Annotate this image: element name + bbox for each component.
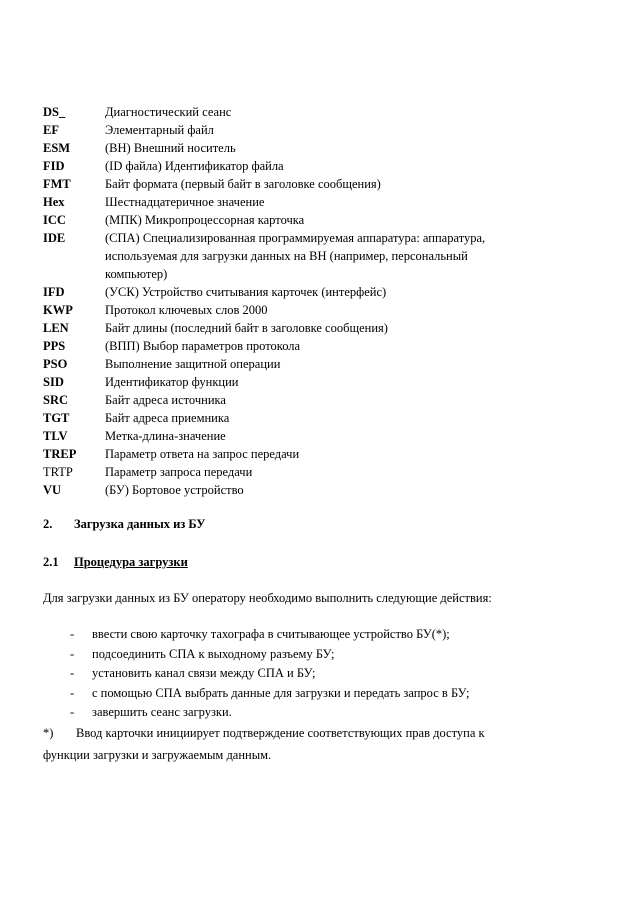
list-bullet: - — [70, 685, 75, 700]
list-item — [70, 684, 590, 702]
list-bullet: - — [70, 705, 75, 719]
abbreviation-row — [43, 445, 603, 463]
list-item-text: установить канал связи между СПА и БУ; — [92, 666, 316, 680]
abbreviation-definition: Байт длины (последний байт в заголовке сообщения) — [105, 321, 388, 335]
abbreviation-row — [43, 229, 603, 283]
abbreviation-definition: Метка-длина-значение — [105, 429, 226, 443]
section-number: 2. — [43, 517, 53, 531]
abbreviation-term: EF — [43, 123, 59, 137]
abbreviation-definition: Байт формата (первый байт в заголовке сообщения) — [105, 177, 381, 191]
list-item — [70, 664, 590, 682]
abbreviation-definition: Байт адреса источника — [105, 393, 226, 407]
list-bullet: - — [70, 646, 75, 661]
abbreviation-definition: Параметр запроса передачи — [105, 465, 253, 479]
abbreviation-definition: (ID файла) Идентификатор файла — [105, 159, 284, 173]
abbreviation-row — [43, 337, 603, 355]
abbreviation-term: TGT — [43, 411, 70, 425]
list-bullet: - — [70, 627, 75, 641]
abbreviation-row — [43, 121, 603, 139]
abbreviation-row — [43, 283, 603, 301]
section-title: Загрузка данных из БУ — [74, 517, 206, 531]
list-item-text: подсоединить СПА к выходному разъему БУ; — [92, 646, 335, 661]
abbreviation-row — [43, 355, 603, 373]
section-heading — [43, 515, 205, 533]
abbreviation-row — [43, 427, 603, 445]
abbreviation-term: PSO — [43, 357, 68, 371]
abbreviation-term: VU — [43, 483, 62, 497]
abbreviation-term: Hex — [43, 195, 65, 209]
abbreviation-row — [43, 391, 603, 409]
abbreviation-row — [43, 175, 603, 193]
abbreviation-row — [43, 319, 603, 337]
steps-list — [70, 625, 590, 723]
abbreviation-definition: (БУ) Бортовое устройство — [105, 483, 244, 497]
subsection-title: Процедура загрузки — [74, 555, 188, 569]
abbreviation-definition: Выполнение защитной операции — [105, 357, 281, 371]
abbreviation-row — [43, 409, 603, 427]
abbreviation-row — [43, 193, 603, 211]
abbreviation-definition: (ВПП) Выбор параметров протокола — [105, 339, 301, 353]
list-item — [70, 703, 590, 721]
abbreviation-list — [43, 103, 603, 499]
abbreviation-definition: Диагностический сеанс — [105, 105, 232, 119]
abbreviation-term: DS_ — [43, 105, 66, 119]
abbreviation-definition: (УСК) Устройство считывания карточек (интерфейс) — [105, 285, 387, 299]
abbreviation-term: IDE — [43, 231, 66, 245]
list-item-text: ввести свою карточку тахографа в считывающее устройство БУ(*); — [92, 627, 450, 641]
abbreviation-term: ICC — [43, 213, 66, 227]
abbreviation-definition: (СПА) Специализированная программируемая аппаратура: аппаратура, используемая для загрузки данных на ВН (например, персональный компьютер) — [105, 231, 486, 281]
list-bullet: - — [70, 666, 75, 680]
abbreviation-term: TREP — [43, 447, 77, 461]
abbreviation-definition: Идентификатор функции — [105, 375, 239, 389]
abbreviation-definition: (ВН) Внешний носитель — [105, 141, 236, 155]
abbreviation-row — [43, 139, 603, 157]
abbreviation-row — [43, 373, 603, 391]
footnote-text: Ввод карточки инициирует подтверждение соответствующих прав доступа к функции загрузки и загружаемым данным. — [43, 726, 485, 762]
abbreviation-row — [43, 463, 603, 481]
list-item-text: с помощью СПА выбрать данные для загрузки и передать запрос в БУ; — [92, 685, 470, 700]
abbreviation-term: SRC — [43, 393, 69, 407]
abbreviation-term: FMT — [43, 177, 71, 191]
abbreviation-term: TRTP — [43, 465, 73, 479]
intro-paragraph: Для загрузки данных из БУ оператору необходимо выполнить следующие действия: — [43, 591, 492, 605]
abbreviation-row — [43, 211, 603, 229]
abbreviation-definition: Протокол ключевых слов 2000 — [105, 303, 268, 317]
abbreviation-definition: Байт адреса приемника — [105, 411, 230, 425]
list-item — [70, 645, 590, 663]
abbreviation-term: TLV — [43, 429, 68, 443]
footnote — [43, 722, 513, 766]
abbreviation-term: IFD — [43, 285, 65, 299]
abbreviation-term: FID — [43, 159, 65, 173]
subsection-heading — [43, 553, 188, 571]
abbreviation-term: SID — [43, 375, 64, 389]
abbreviation-term: KWP — [43, 303, 73, 317]
abbreviation-row — [43, 157, 603, 175]
abbreviation-definition: Параметр ответа на запрос передачи — [105, 447, 300, 461]
abbreviation-row — [43, 301, 603, 319]
abbreviation-row — [43, 103, 603, 121]
abbreviation-row — [43, 481, 603, 499]
abbreviation-term: LEN — [43, 321, 69, 335]
abbreviation-term: ESM — [43, 141, 71, 155]
abbreviation-term: PPS — [43, 339, 66, 353]
list-item — [70, 625, 590, 643]
abbreviation-definition: Шестнадцатеричное значение — [105, 195, 265, 209]
abbreviation-definition: Элементарный файл — [105, 123, 214, 137]
abbreviation-definition: (МПК) Микропроцессорная карточка — [105, 213, 305, 227]
subsection-number: 2.1 — [43, 555, 59, 569]
list-item-text: завершить сеанс загрузки. — [92, 705, 232, 719]
footnote-mark: *) — [43, 726, 54, 740]
